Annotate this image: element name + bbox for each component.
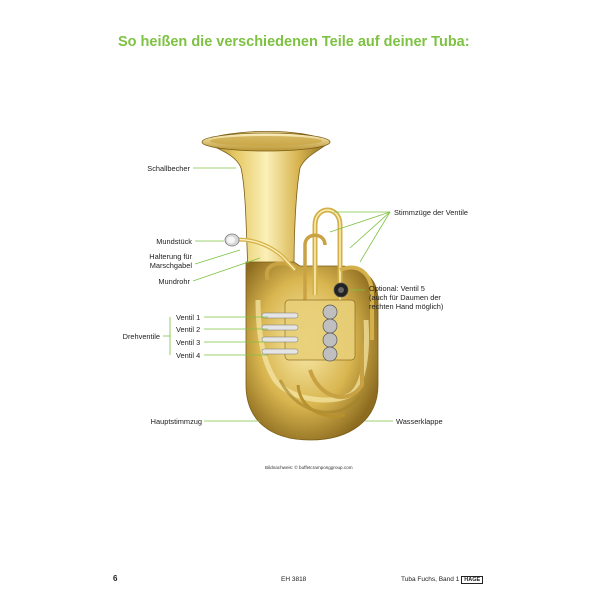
footer-code: EH 3818 <box>281 576 307 583</box>
footer-book-title: Tuba Fuchs, Band 1 <box>401 576 460 583</box>
label-mundstueck: Mundstück <box>156 237 192 246</box>
label-ventil3: Ventil 3 <box>176 338 201 347</box>
publisher-logo: HAGE <box>461 576 483 584</box>
label-wasserklappe: Wasserklappe <box>396 417 443 426</box>
label-ventil5-3: rechten Hand möglich) <box>369 302 444 311</box>
label-halterung-1: Halterung für <box>149 252 192 261</box>
page-number: 6 <box>113 574 118 583</box>
label-hauptstimmzug: Hauptstimmzug <box>150 417 202 426</box>
label-ventil5-1: Optional: Ventil 5 <box>369 284 425 293</box>
label-schallbecher: Schallbecher <box>147 164 190 173</box>
label-ventil2: Ventil 2 <box>176 325 201 334</box>
image-credit: Bildnachweis: © buffetcramponggroup.com <box>265 465 353 470</box>
footer-book <box>401 576 483 584</box>
valve-5 <box>334 283 348 297</box>
label-ventil4: Ventil 4 <box>176 351 201 360</box>
label-ventil5-2: (auch für Daumen der <box>369 293 441 302</box>
bell-shape <box>203 131 330 270</box>
label-mundrohr: Mundrohr <box>158 277 190 286</box>
label-drehventile: Drehventile <box>122 332 160 341</box>
label-ventil1: Ventil 1 <box>176 313 201 322</box>
page-title: So heißen die verschiedenen Teile auf deiner Tuba: <box>118 34 470 50</box>
label-halterung-2: Marschgabel <box>149 261 192 270</box>
label-stimmzuege: Stimmzüge der Ventile <box>394 208 468 217</box>
